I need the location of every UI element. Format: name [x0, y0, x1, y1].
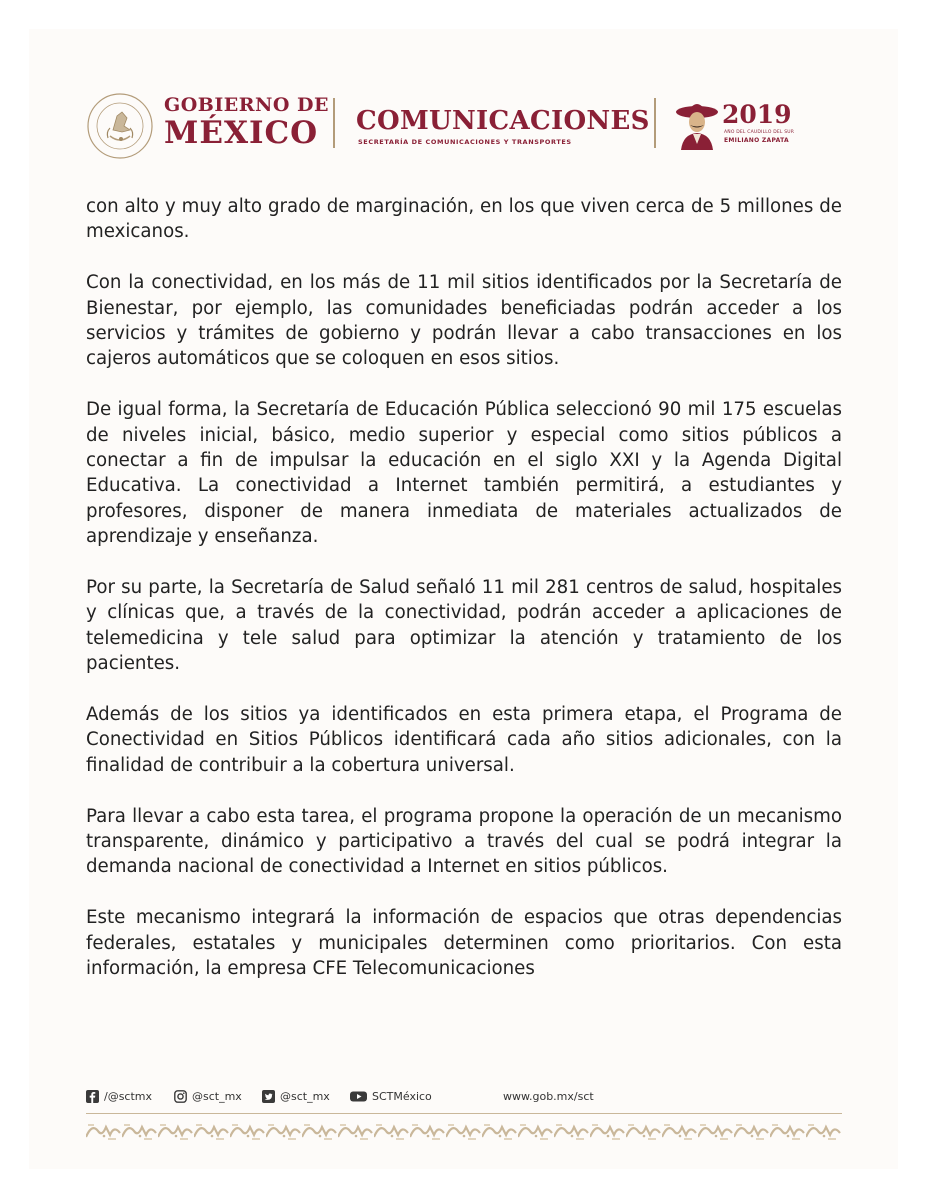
paragraph: Con la conectividad, en los más de 11 mil sitios identificados por la Secretaría de Bienestar, por ejemplo, las comunidades beneficiadas podrán acceder a los servicios y trámites de gobierno y podrán llevar a cabo transacciones en los cajeros automáticos que se coloquen en esos sitios.	[86, 272, 842, 370]
document-body	[86, 194, 842, 982]
youtube-handle: SCTMéxico	[372, 1090, 432, 1103]
instagram-icon	[174, 1090, 187, 1103]
twitter-handle: @sct_mx	[280, 1090, 330, 1103]
paragraph: con alto y muy alto grado de marginación, en los que viven cerca de 5 millones de mexicanos.	[86, 196, 842, 243]
facebook-icon	[86, 1090, 99, 1103]
agency-subtitle: SECRETARÍA DE COMUNICACIONES Y TRANSPORTES	[358, 138, 572, 146]
government-logo-text	[164, 96, 329, 149]
coat-of-arms-seal	[86, 92, 154, 160]
twitter-icon	[262, 1090, 275, 1103]
youtube-icon	[350, 1090, 367, 1103]
paragraph: Además de los sitios ya identificados en esta primera etapa, el Programa de Conectividad en Sitios Públicos identificará cada año sitios adicionales, con la finalidad de contribuir a la cobertura universal.	[86, 704, 842, 776]
footer-social-bar	[86, 1090, 842, 1108]
instagram-link[interactable]	[174, 1090, 242, 1103]
decorative-border-pattern	[86, 1121, 842, 1141]
instagram-handle: @sct_mx	[192, 1090, 242, 1103]
year-subtitle: AÑO DEL CAUDILLO DEL SUR	[724, 130, 795, 135]
website-url: www.gob.mx/sct	[503, 1090, 594, 1103]
header-divider	[333, 98, 335, 148]
letterhead	[86, 92, 806, 162]
twitter-link[interactable]	[262, 1090, 330, 1103]
paragraph: Este mecanismo integrará la información de espacios que otras dependencias federales, estatales y municipales determinen como prioritarios. Con esta información, la empresa CFE Telecomunicaciones	[86, 907, 842, 980]
paragraph: Por su parte, la Secretaría de Salud señaló 11 mil 281 centros de salud, hospitales y clínicas que, a través de la conectividad, podrán acceder a aplicaciones de telemedicina y tele salud para optimizar la atención y tratamiento de los pacientes.	[86, 577, 842, 675]
youtube-link[interactable]	[350, 1090, 432, 1103]
zapata-portrait-icon	[675, 100, 719, 150]
year-subtitle-name: EMILIANO ZAPATA	[724, 137, 790, 144]
year-label: 2019	[722, 100, 792, 129]
facebook-handle: /@sctmx	[104, 1090, 153, 1103]
paragraph: De igual forma, la Secretaría de Educación Pública seleccionó 90 mil 175 escuelas de niveles inicial, básico, medio superior y especial como sitios públicos a conectar a fin de impulsar la educación en el siglo XXI y la Agenda Digital Educativa. La conectividad a Internet también permitirá, a estudiantes y profesores, disponer de manera inmediata de materiales actualizados de aprendizaje y enseñanza.	[86, 399, 842, 548]
agency-name: COMUNICACIONES	[356, 106, 650, 136]
facebook-link[interactable]	[86, 1090, 152, 1103]
gov-line2: MÉXICO	[164, 115, 319, 151]
gov-line1: GOBIERNO DE	[164, 94, 329, 116]
website-link[interactable]	[503, 1090, 594, 1103]
header-divider-2	[654, 98, 656, 148]
paragraph: Para llevar a cabo esta tarea, el programa propone la operación de un mecanismo transparente, dinámico y participativo a través del cual se podrá integrar la demanda nacional de conectividad a Internet en sitios públicos.	[86, 805, 842, 878]
footer-divider	[86, 1113, 842, 1114]
